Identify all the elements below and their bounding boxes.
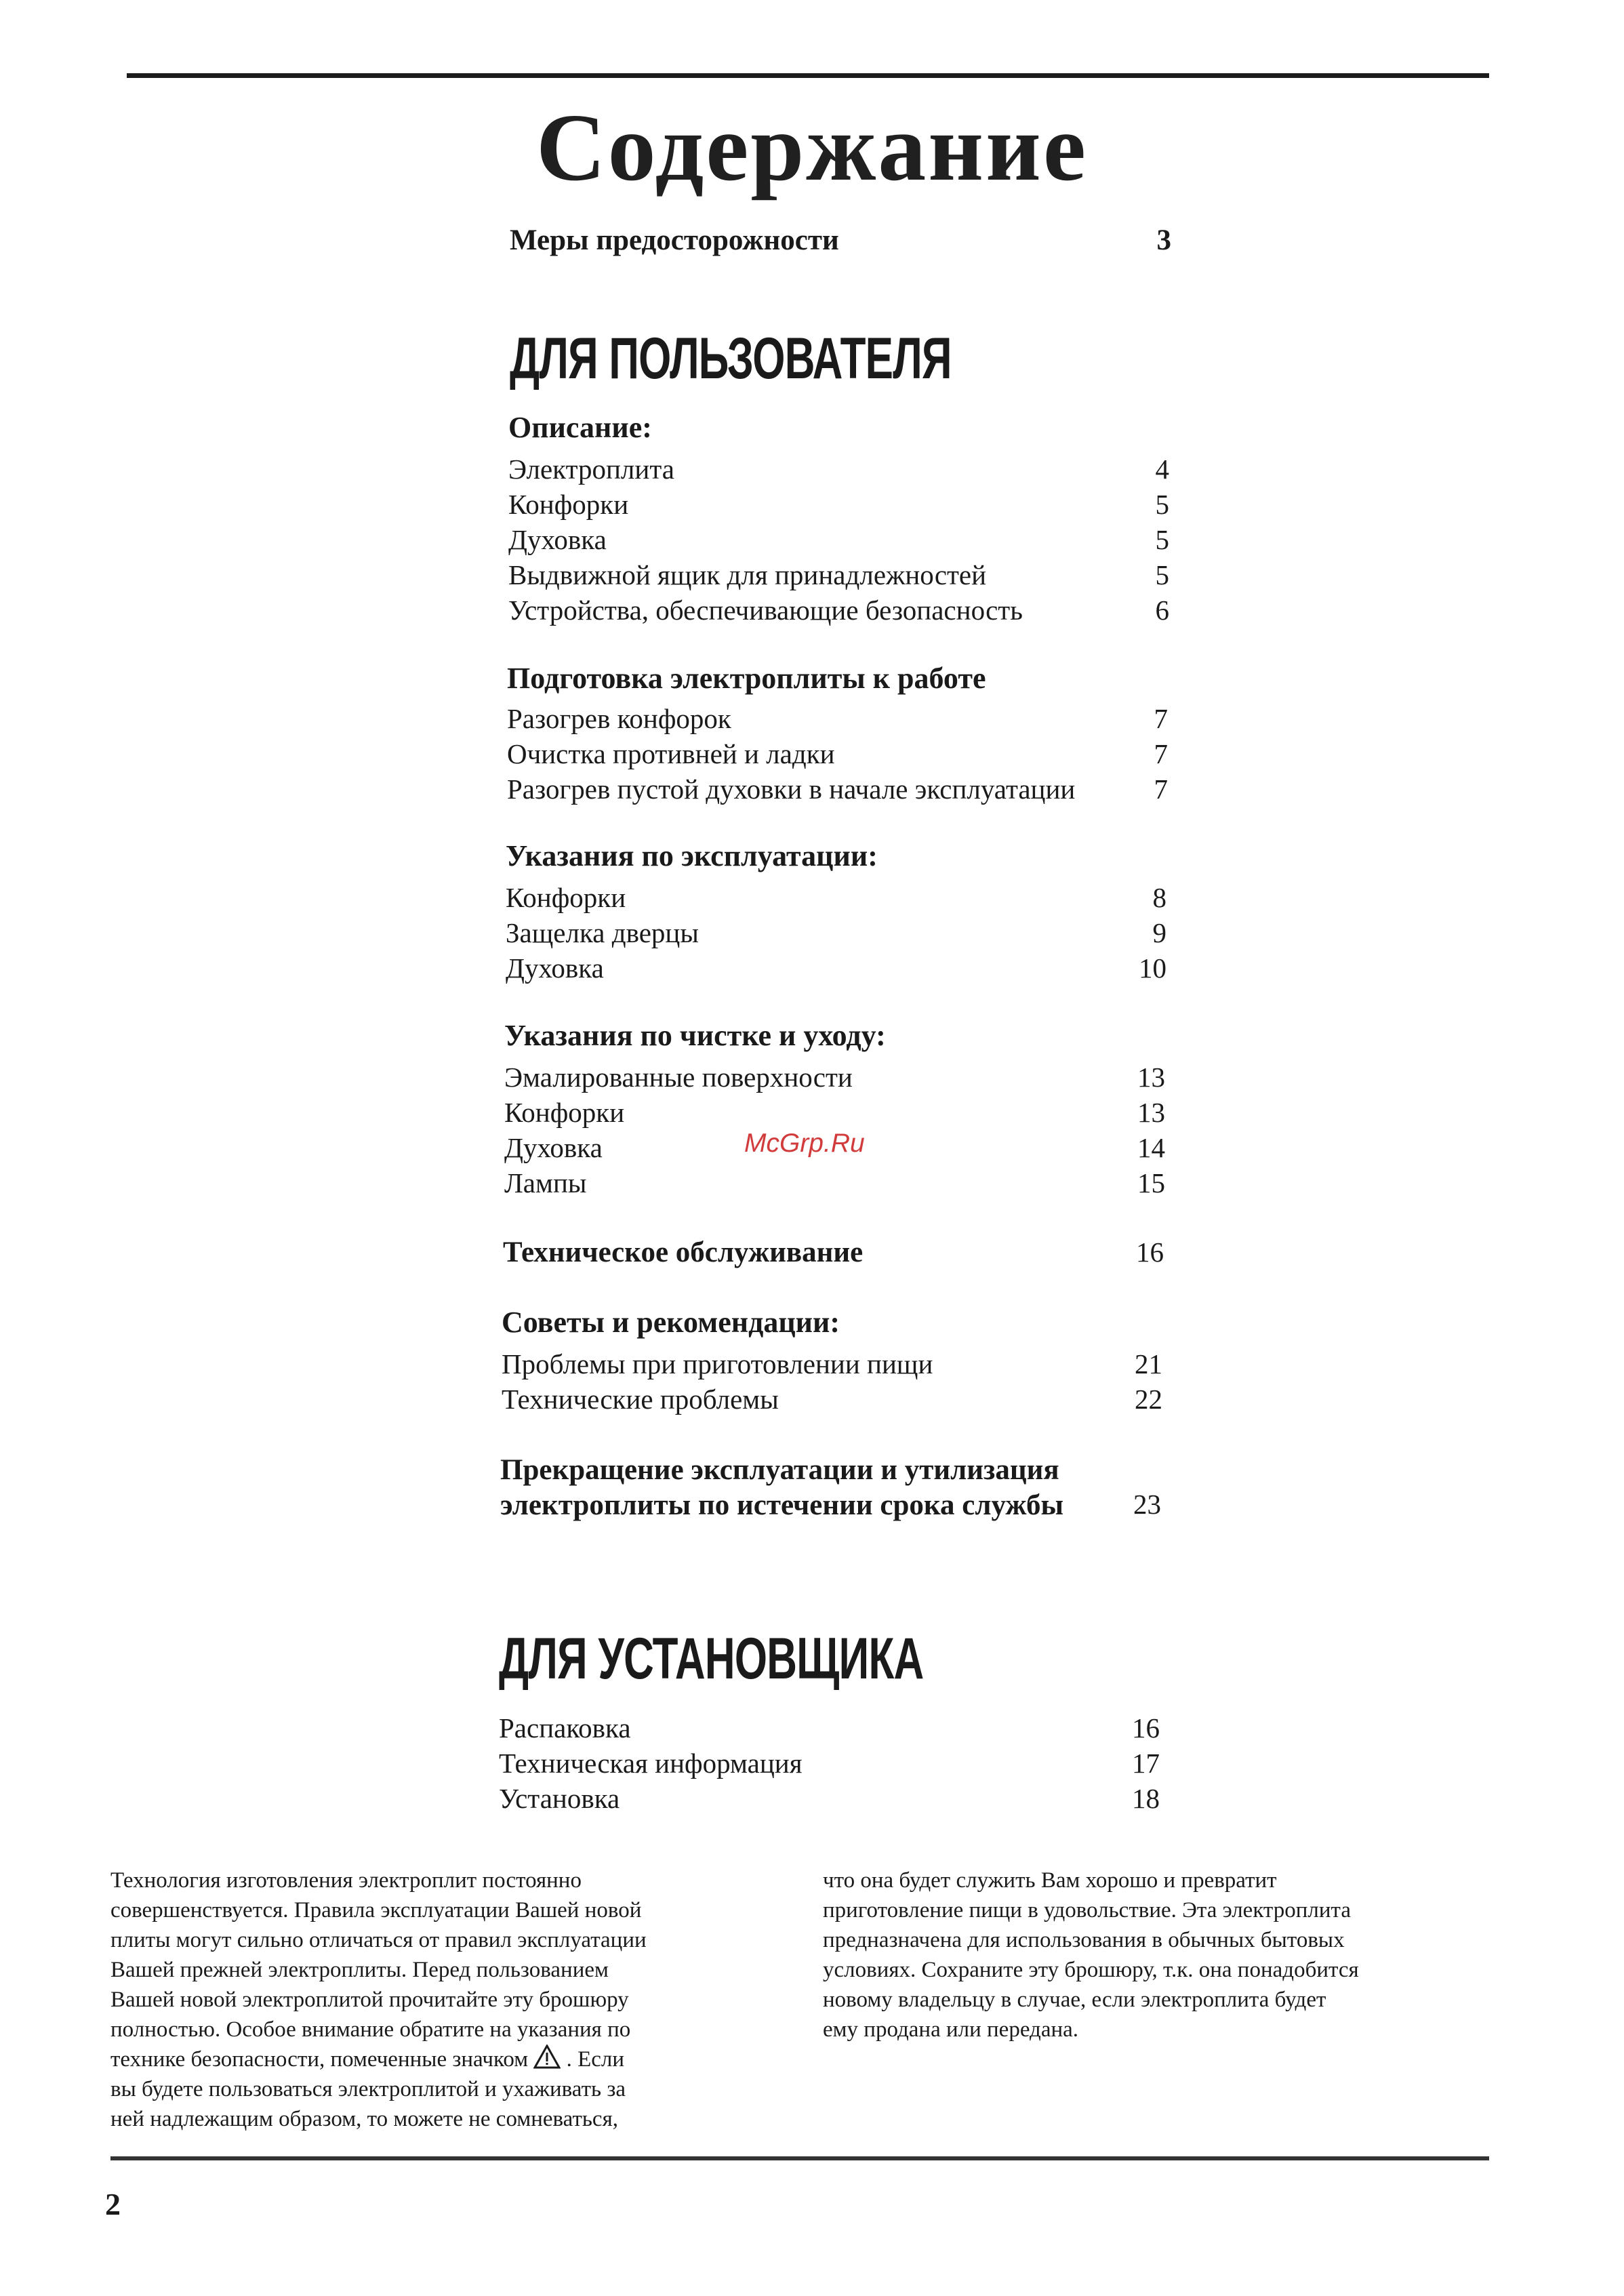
toc-entry-label-line2: электроплиты по истечении срока службы	[500, 1489, 1064, 1521]
intro-line: вы будете пользоваться электроплитой и ухаживать за	[110, 2077, 626, 2101]
intro-line-warning	[110, 2045, 802, 2074]
toc-entry-page: 3	[1156, 224, 1171, 256]
section-heading-operation: Указания по эксплуатации:	[506, 839, 878, 872]
toc-entry-page: 18	[1132, 1783, 1160, 1814]
toc-entry-page: 22	[1135, 1384, 1162, 1415]
intro-right-column	[823, 1866, 1501, 2045]
part-title-installer: ДЛЯ УСТАНОВЩИКА	[499, 1626, 924, 1691]
toc-entry-label: Меры предосторожности	[510, 224, 839, 256]
toc-entry-label-line1: Прекращение эксплуатации и утилизация	[500, 1454, 1059, 1486]
toc-entry-page: 14	[1137, 1132, 1165, 1163]
toc-entry-label: Техническая информация	[499, 1748, 803, 1779]
toc-entry-label: Технические проблемы	[502, 1384, 779, 1415]
intro-left-column	[110, 1866, 802, 2134]
toc-entry-label: Эмалированные поверхности	[504, 1062, 853, 1093]
toc-entry-label: Устройства, обеспечивающие безопасность	[508, 595, 1023, 626]
intro-line: что она будет служить Вам хорошо и превратит	[823, 1868, 1277, 1893]
toc-entry-page: 5	[1155, 489, 1169, 520]
toc-entry-label: Выдвижной ящик для принадлежностей	[508, 559, 987, 590]
toc-entry-label: Защелка дверцы	[506, 917, 699, 948]
bottom-rule	[110, 2156, 1489, 2160]
intro-line: предназначена для использования в обычных бытовых	[823, 1928, 1345, 1952]
intro-line: ему продана или передана.	[823, 2017, 1079, 2042]
toc-entry-label: Очистка противней и ладки	[507, 738, 835, 769]
toc-entry-label: Духовка	[504, 1132, 603, 1163]
toc-entry-label: Лампы	[504, 1167, 587, 1199]
toc-entry-page: 9	[1152, 917, 1166, 948]
page-number: 2	[105, 2187, 121, 2221]
section-heading-description: Описание:	[508, 411, 652, 444]
toc-entry-label: Конфорки	[506, 882, 626, 913]
toc-entry-label	[500, 1453, 1063, 1523]
page-title: Содержание	[536, 94, 1088, 201]
intro-line: приготовление пищи в удовольствие. Эта электроплита	[823, 1898, 1352, 1922]
toc-entry-page: 5	[1155, 559, 1169, 590]
toc-entry-page: 13	[1137, 1062, 1165, 1093]
toc-entry-page: 15	[1137, 1167, 1165, 1199]
intro-line: совершенствуется. Правила эксплуатации Вашей новой	[110, 1898, 642, 1922]
top-rule	[127, 73, 1489, 78]
intro-line: новому владельцу в случае, если электроплита будет	[823, 1988, 1326, 2012]
intro-line: ней надлежащим образом, то можете не сомневаться,	[110, 2107, 618, 2131]
toc-entry-label: Духовка	[506, 952, 604, 984]
intro-line: плиты могут сильно отличаться от правил эксплуатации	[110, 1928, 647, 1952]
warning-triangle-icon	[533, 2045, 561, 2069]
toc-entry-page: 21	[1135, 1348, 1162, 1379]
toc-entry-label: Разогрев конфорок	[507, 703, 731, 734]
toc-entry-label: Разогрев пустой духовки в начале эксплуатации	[507, 773, 1076, 805]
toc-entry-label: Проблемы при приготовлении пищи	[502, 1348, 933, 1379]
part-title-user: ДЛЯ ПОЛЬЗОВАТЕЛЯ	[510, 326, 952, 391]
toc-entry-page: 16	[1136, 1236, 1164, 1268]
toc-entry-label: Техническое обслуживание	[503, 1236, 864, 1268]
toc-entry-page: 5	[1155, 524, 1169, 555]
toc-entry-label: Духовка	[508, 524, 607, 555]
watermark: McGrp.Ru	[744, 1129, 865, 1158]
toc-entry-page: 8	[1152, 882, 1166, 913]
toc-entry-label: Конфорки	[508, 489, 629, 520]
toc-entry-page: 6	[1155, 595, 1169, 626]
toc-entry-disposal[interactable]	[500, 1453, 1161, 1527]
toc-entry-page: 7	[1154, 773, 1168, 805]
toc-entry-page: 23	[1133, 1489, 1161, 1520]
toc-entry-page: 10	[1139, 952, 1166, 984]
toc-entry-label: Распаковка	[499, 1712, 631, 1744]
toc-entry-label: Конфорки	[504, 1097, 625, 1128]
toc-entry-page: 17	[1132, 1748, 1160, 1779]
intro-line: условиях. Сохраните эту брошюру, т.к. она понадобится	[823, 1958, 1359, 1982]
intro-text: технике безопасности, помеченные значком	[110, 2047, 529, 2072]
section-heading-cleaning: Указания по чистке и уходу:	[504, 1019, 886, 1052]
toc-entry-page: 13	[1137, 1097, 1165, 1128]
intro-line: Вашей прежней электроплиты. Перед пользованием	[110, 1958, 609, 1982]
section-heading-preparation: Подготовка электроплиты к работе	[507, 662, 986, 695]
section-heading-tips: Советы и рекомендации:	[502, 1306, 840, 1339]
intro-line: Технология изготовления электроплит постоянно	[110, 1868, 582, 1893]
intro-line: полностью. Особое внимание обратите на указания по	[110, 2017, 631, 2042]
toc-entry-page: 7	[1154, 738, 1168, 769]
intro-text: . Если	[566, 2047, 625, 2072]
toc-entry-page: 4	[1155, 454, 1169, 485]
intro-line: Вашей новой электроплитой прочитайте эту брошюру	[110, 1988, 629, 2012]
toc-entry-label: Электроплита	[508, 454, 674, 485]
toc-entry-label: Установка	[499, 1783, 620, 1814]
toc-entry-page: 7	[1154, 703, 1168, 734]
toc-entry-page: 16	[1132, 1712, 1160, 1744]
